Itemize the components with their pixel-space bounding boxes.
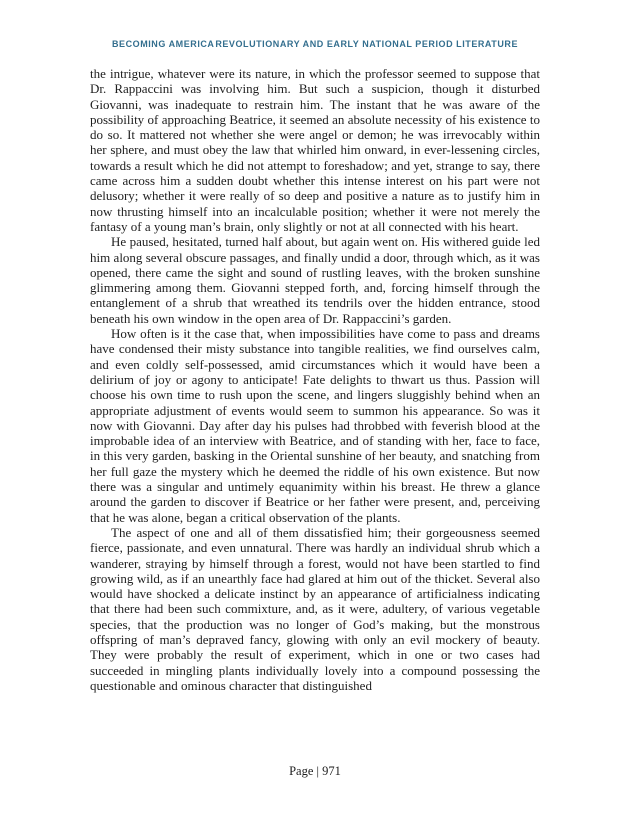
running-header-left-title: BECOMING AMERICA [112, 39, 215, 49]
paragraph-4: The aspect of one and all of them dissatisfied him; their gorgeousness seemed fierce, passionate, and even unnatural. There was hardly an individual shrub which a wanderer, straying by himself through a forest, would not have been startled to find growing wild, as if an unearthly face had glared at him out of the thicket. Several also would have shocked a delicate instinct by an appearance of artificialness indicating that there had been such commixture, and, as it were, adultery, of various vegetable species, that the production was no longer of God’s making, but the monstrous offspring of man’s depraved fancy, glowing with only an evil mockery of beauty. They were probably the result of experiment, which in one or two cases had succeeded in mingling plants individually lovely into a compound possessing the questionable and ominous character that distinguished [90, 524, 540, 693]
running-header [112, 39, 518, 49]
paragraph-2: He paused, hesitated, turned half about, but again went on. His withered guide led him along several obscure passages, and finally undid a door, through which, as it was opened, there came the sight and sound of rustling leaves, with the broken sunshine glimmering among them. Giovanni stepped forth, and, forcing himself through the entanglement of a shrub that wreathed its tendrils over the hidden entrance, stood beneath his own window in the open area of Dr. Rappaccini’s garden. [90, 234, 540, 326]
page-body-text [90, 66, 540, 693]
running-header-right-title: REVOLUTIONARY AND EARLY NATIONAL PERIOD LITERATURE [215, 39, 518, 49]
paragraph-1: the intrigue, whatever were its nature, in which the professor seemed to suppose that Dr. Rappaccini was involving him. But such a suspicion, though it disturbed Giovanni, was inadequate to restrain him. The instant that he was aware of the possibility of approaching Beatrice, it seemed an absolute necessity of his existence to do so. It mattered not whether she were angel or demon; he was irrevocably within her sphere, and must obey the law that whirled him onward, in ever-lessening circles, towards a result which he did not attempt to foreshadow; and yet, strange to say, there came across him a sudden doubt whether this intense interest on his part were not delusory; whether it were really of so deep and positive a nature as to justify him in now thrusting himself into an incalculable position; whether it were not merely the fantasy of a young man’s brain, only slightly or not at all connected with his heart. [90, 66, 540, 234]
paragraph-3: How often is it the case that, when impossibilities have come to pass and dreams have condensed their misty substance into tangible realities, we find ourselves calm, and even coldly self-possessed, amid circumstances which it would have been a delirium of joy or agony to anticipate! Fate delights to thwart us thus. Passion will choose his own time to rush upon the scene, and lingers sluggishly behind when an appropriate adjustment of events would seem to summon his appearance. So was it now with Giovanni. Day after day his pulses had throbbed with feverish blood at the improbable idea of an interview with Beatrice, and of standing with her, face to face, in this very garden, basking in the Oriental sunshine of her beauty, and snatching from her full gaze the mystery which he deemed the riddle of his own existence. But now there was a singular and untimely equanimity within his breast. He threw a glance around the garden to discover if Beatrice or her father were present, and, perceiving that he was alone, began a critical observation of the plants. [90, 326, 540, 525]
page-footer [0, 764, 630, 779]
page-number: Page | 971 [289, 764, 341, 778]
